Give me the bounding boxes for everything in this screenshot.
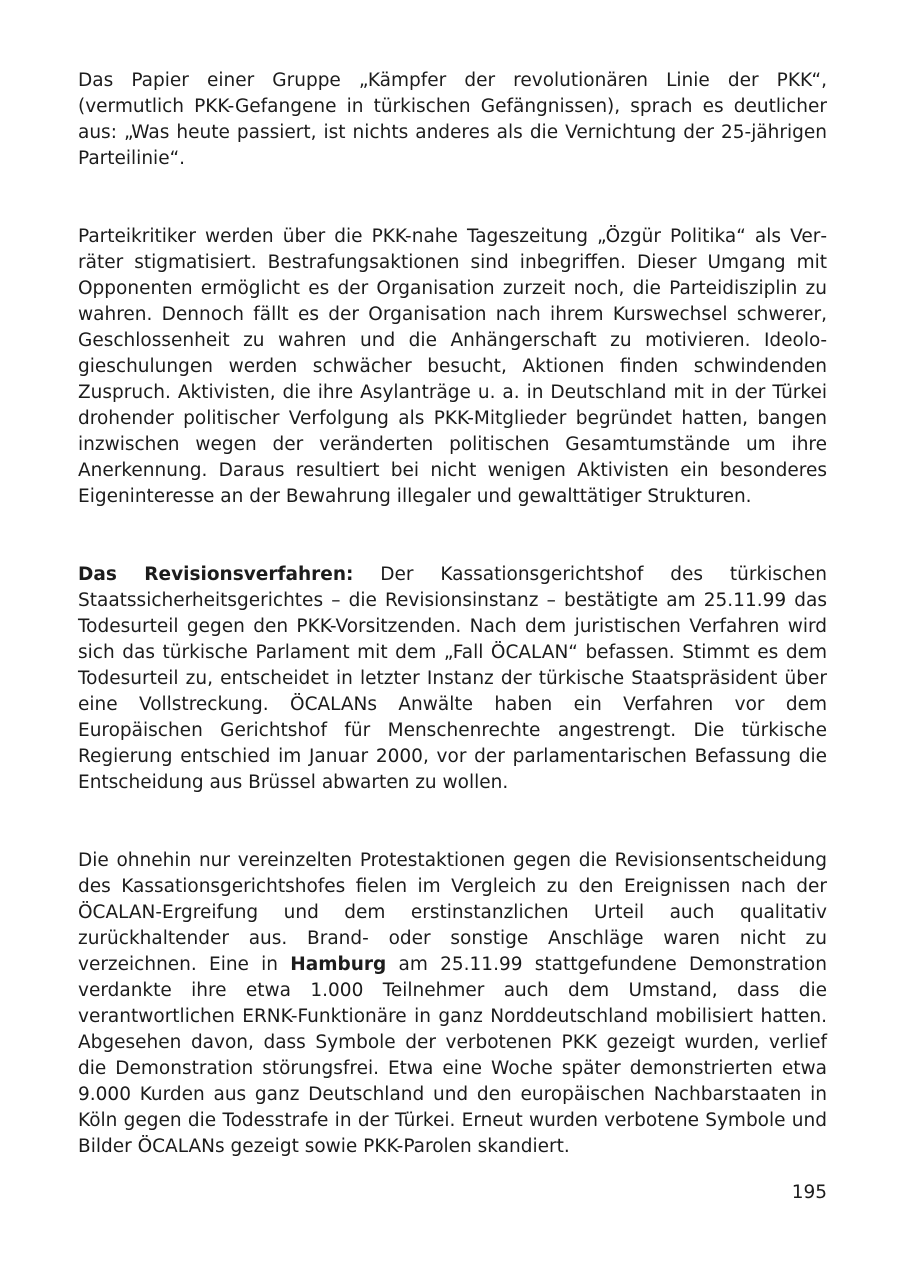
- protest-text-end: am 25.11.99 stattgefundene Demonstration verdankte ihre etwa 1.000 Teilnehmer auch dem Umstand, dass die verantwortlichen ERNK-Funktionäre in ganz Norddeutschland mobilisiert hatten. Abgesehen davon, dass Symbole der verbotenen PKK gezeigt wurden, verlief die Demonstration störungsfrei. Etwa eine Woche später demonstrierten etwa 9.000 Kurden aus ganz Deutschland und den europäischen Nachbarstaaten in Köln gegen die Todesstrafe in der Türkei. Erneut wurden verbotene Symbole und Bilder ÖCALANs gezeigt sowie PKK-Parolen skandiert.: [78, 954, 827, 1157]
- section-heading-revisionsverfahren: Das Revisionsverfahren:: [78, 564, 354, 585]
- page-number: 195: [791, 1182, 827, 1203]
- bold-place-hamburg: Hamburg: [290, 954, 387, 975]
- paragraph-revision-procedure: [78, 562, 827, 796]
- paragraph-protest-actions: [78, 848, 827, 1160]
- paragraph-party-critics: Parteikritiker werden über die PKK-nahe Tageszeitung „Özgür Politika“ als Verräter stigmatisiert. Bestrafungsaktionen sind inbegriffen. Dieser Umgang mit Opponenten ermöglicht es der Organisation zurzeit noch, die Parteidisziplin zu wahren. Dennoch fällt es der Organisation nach ihrem Kurswechsel schwerer, Geschlossenheit zu wahren und die Anhängerschaft zu motivieren. Ideologieschulungen werden schwächer besucht, Aktionen finden schwindenden Zuspruch. Aktivisten, die ihre Asylanträge u. a. in Deutschland mit in der Türkei drohender politischer Verfolgung als PKK-Mitglieder begründet hatten, bangen inzwischen wegen der veränderten politischen Gesamtumstände um ihre Anerkennung. Daraus resultiert bei nicht wenigen Aktivisten ein besonderes Eigeninteresse an der Bewahrung illegaler und gewalttätiger Strukturen.: [78, 226, 827, 507]
- document-body: [78, 68, 827, 1160]
- protest-text-start: Die ohnehin nur vereinzelten Protestaktionen gegen die Revisionsentscheidung des Kassationsgerichtshofes fielen im Vergleich zu den Ereignissen nach der ÖCALAN-Ergreifung und dem erstinstanzlichen Urteil auch qualitativ zurückhaltender aus. Brand- oder sonstige Anschläge waren nicht zu verzeichnen. Eine in: [78, 850, 827, 975]
- paragraph-pkk-paper: Das Papier einer Gruppe „Kämpfer der revolutionären Linie der PKK“, (vermutlich PKK-Gefangene in türkischen Gefängnissen), sprach es deutlicher aus: „Was heute passiert, ist nichts anderes als die Vernichtung der 25-jährigen Parteilinie“.: [78, 70, 827, 169]
- revision-procedure-text: Der Kassationsgerichtshof des türkischen Staatssicherheitsgerichtes – die Revisionsinstanz – bestätigte am 25.11.99 das Todesurteil gegen den PKK-Vorsitzenden. Nach dem juristischen Verfahren wird sich das türkische Parlament mit dem „Fall ÖCALAN“ befassen. Stimmt es dem Todesurteil zu, entscheidet in letzter Instanz der türkische Staatspräsident über eine Vollstreckung. ÖCALANs Anwälte haben ein Verfahren vor dem Europäischen Gerichtshof für Menschenrechte angestrengt. Die türkische Regierung entschied im Januar 2000, vor der parlamentarischen Befassung die Entscheidung aus Brüssel abwarten zu wollen.: [78, 564, 827, 793]
